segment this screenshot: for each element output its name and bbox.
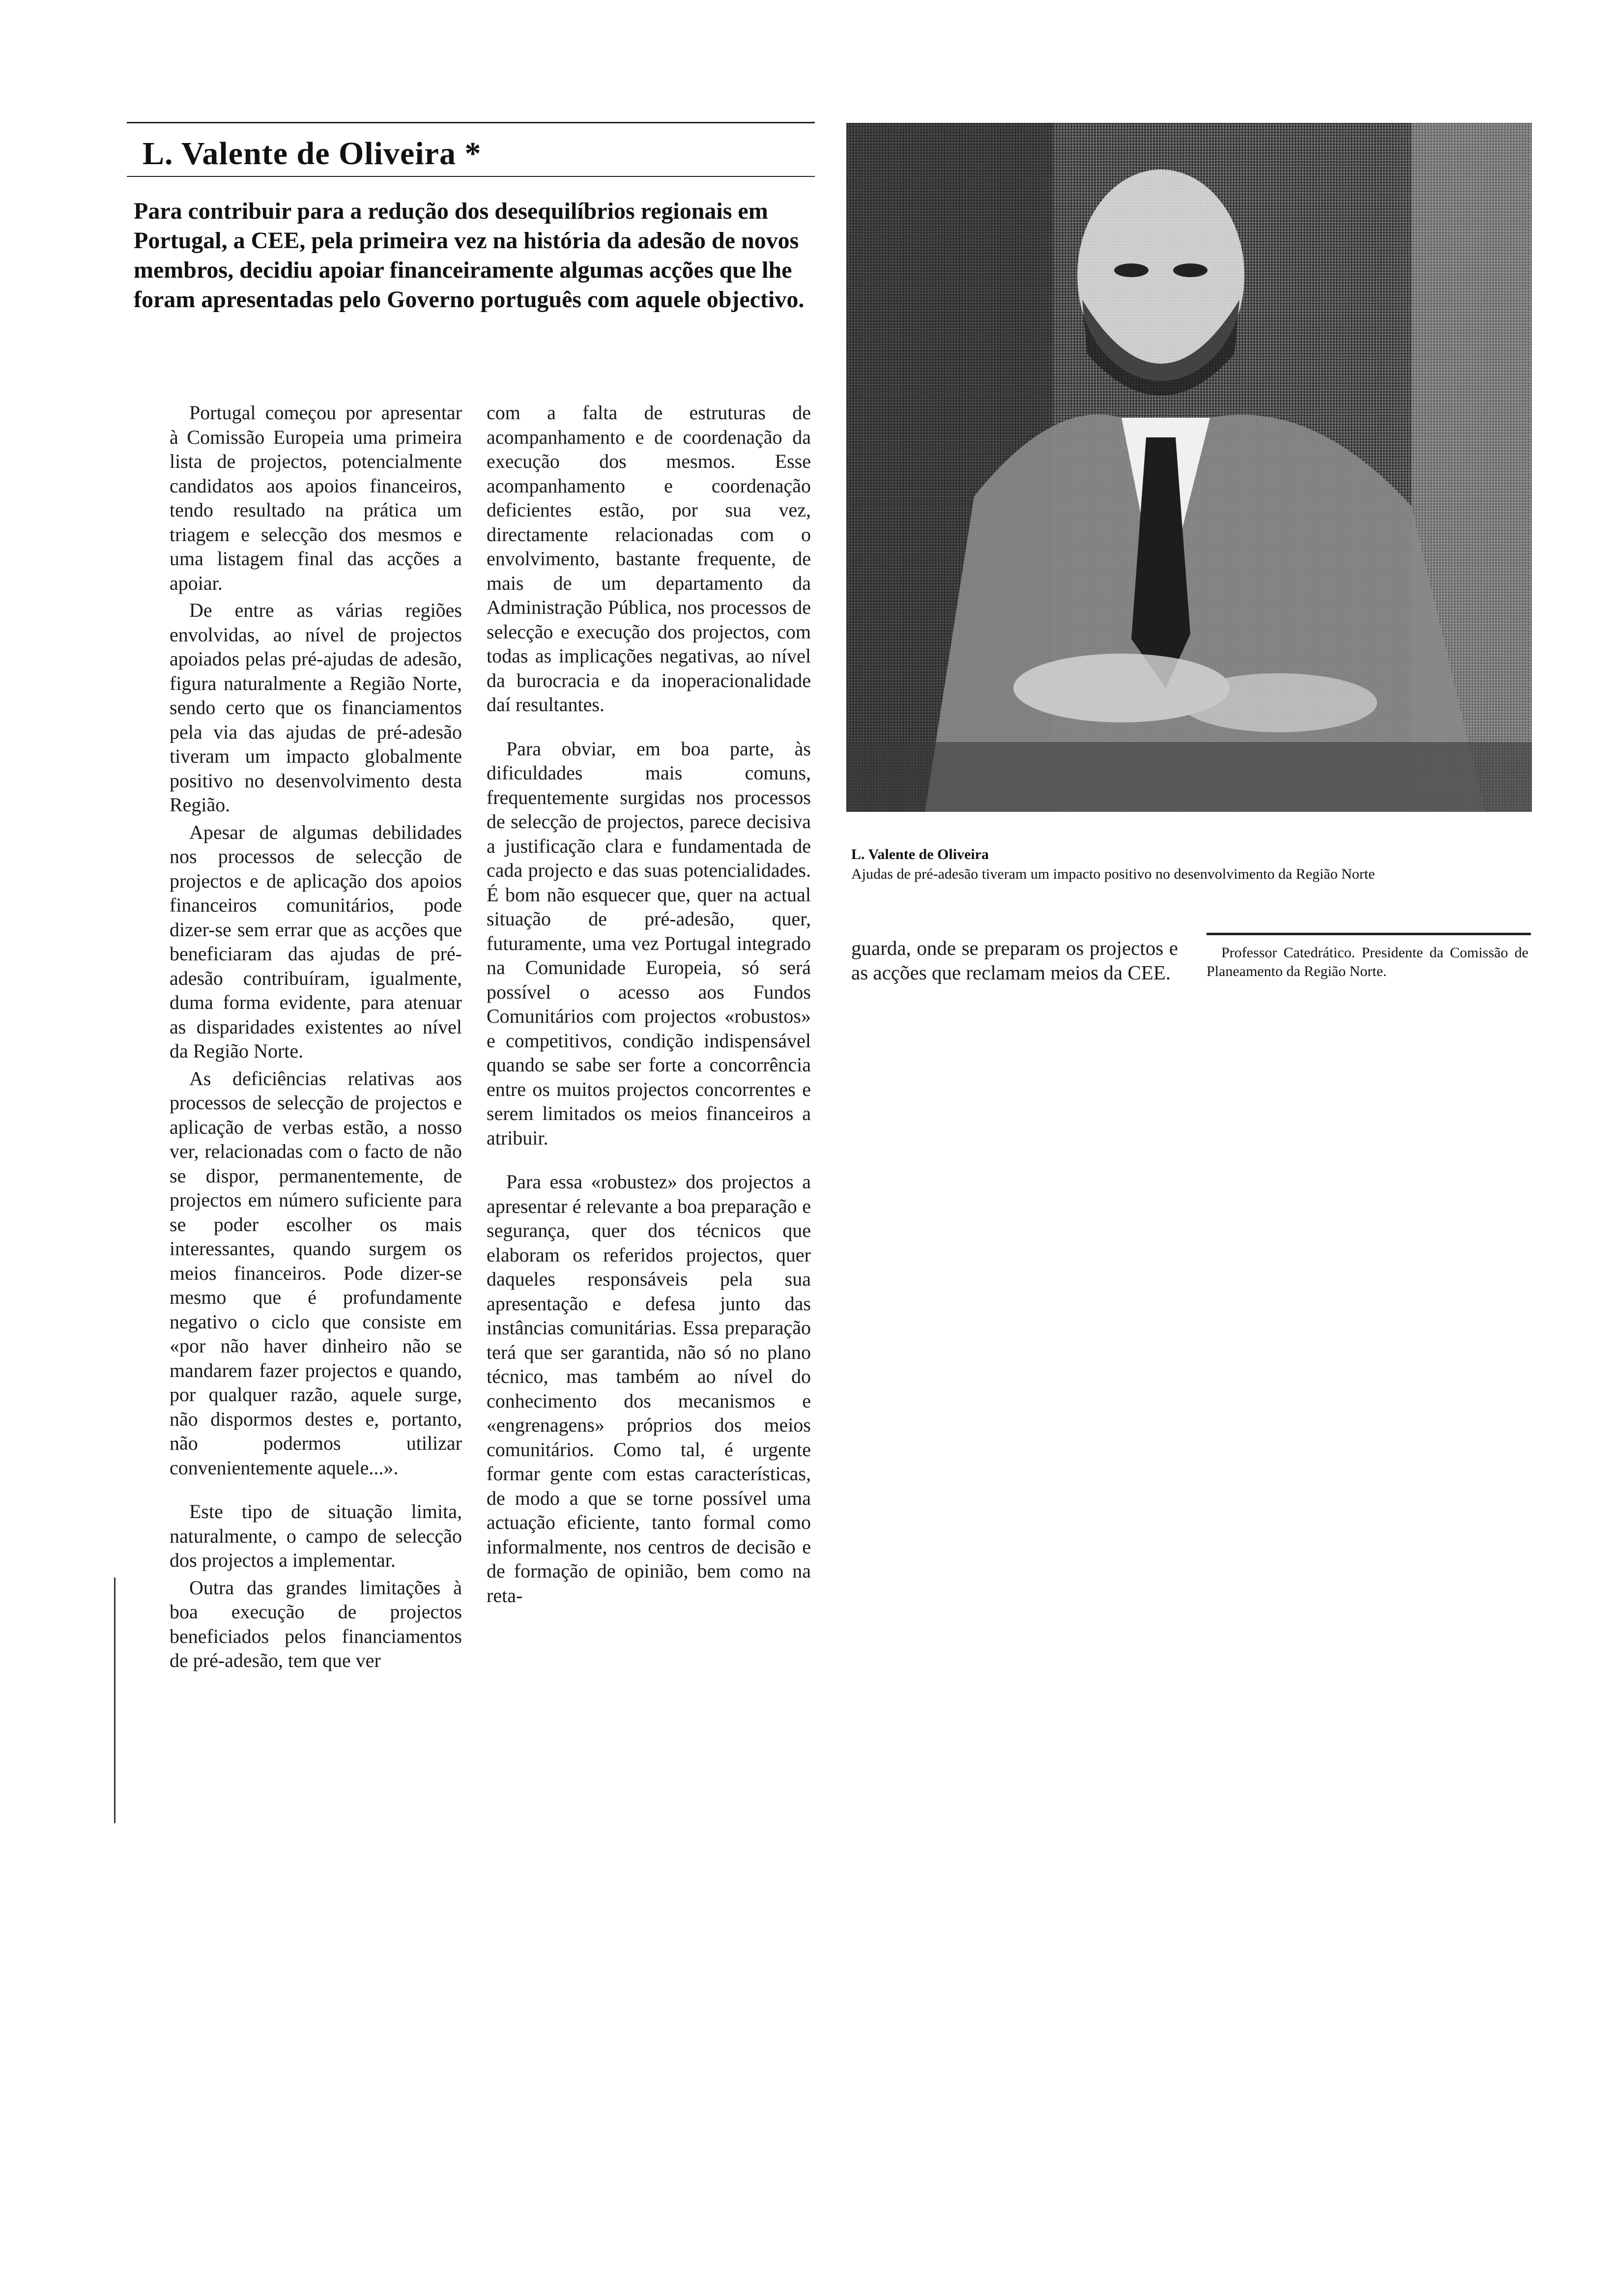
lead-paragraph: Para contribuir para a redução dos desequilíbrios regionais em Portugal, a CEE, pela primeira vez na história da adesão de novos membros, decidiu apoiar financeiramente algumas acções que lhe foram apresentadas pelo Governo português com aquele objectivo.: [134, 198, 805, 313]
paragraph: Para essa «robustez» dos projectos a apresentar é relevante a boa preparação e segurança, quer dos técnicos que elaboram os referidos projectos, quer daqueles responsáveis pela sua apresentação e defesa junto das instâncias comunitárias. Essa preparação terá que ser garantida, não só no plano técnico, mas também ao nível do conhecimento dos mecanismos e «engrenagens» próprios dos meios comunitários. Como tal, é urgente formar gente com estas características, de modo a que se torne possível uma actuação eficiente, tanto formal como informalmente, nos centros de decisão e de formação de opinião, bem como na reta-: [487, 1171, 811, 1607]
paragraph: guarda, onde se preparam os projectos e as acções que reclamam meios da CEE.: [851, 937, 1178, 984]
paragraph: Apesar de algumas debilidades nos processos de selecção de projectos e de aplicação dos apoios financeiros comunitários, pode dizer-se sem errar que as acções que beneficiaram das ajudas de pré-adesão contribuíram, igualmente, duma forma evidente, para atenuar as disparidades existentes ao nível da Região Norte.: [170, 821, 462, 1062]
article-column-2: [487, 401, 811, 1610]
article-column-3: [851, 936, 1178, 988]
margin-line: [114, 1578, 115, 1823]
paragraph: Para obviar, em boa parte, às dificuldades mais comuns, frequentemente surgidas nos processos de selecção de projectos, parece decisiva a justificação clara e fundamentada de cada projecto e das suas potencialidades. É bom não esquecer que, quer na actual situação de pré-adesão, quer, futuramente, uma vez Portugal integrado na Comunidade Europeia, só será possível o acesso aos Fundos Comunitários com projectos «robustos» e competitivos, condição indispensável quando se sabe ser forte a concorrência entre os muitos projectos concorrentes e serem limitados os meios financeiros a atribuir.: [487, 737, 811, 1149]
photo-caption-text: Ajudas de pré-adesão tiveram um impacto positivo no desenvolvimento da Região Norte: [851, 866, 1375, 882]
paragraph: Este tipo de situação limita, naturalmente, o campo de selecção dos projectos a implementar.: [170, 1500, 462, 1571]
paragraph: De entre as várias regiões envolvidas, ao nível de projectos apoiados pelas pré-ajudas de adesão, figura naturalmente a Região Norte, sendo certo que os financiamentos pela via das ajudas de pré-adesão tiveram um impacto globalmente positivo no desenvolvimento desta Região.: [170, 599, 462, 816]
top-rule: [127, 122, 815, 123]
article-column-1: [170, 401, 462, 1676]
author-photo: [846, 123, 1532, 812]
heading-underline: [127, 176, 815, 177]
portrait-image: [846, 123, 1532, 812]
paragraph: As deficiências relativas aos processos de selecção de projectos e aplicação de verbas estão, a nosso ver, relacionadas com o facto de não se dispor, permanentemente, de projectos em número suficiente para se poder escolher os mais interessantes, quando surgem os meios financeiros. Pode dizer-se mesmo que é profundamente negativo o ciclo que consiste em «por não haver dinheiro não se mandarem fazer projectos e quando, por qualquer razão, aquele surge, não dispormos destes e, portanto, não podermos utilizar convenientemente aquele...».: [170, 1067, 462, 1479]
paragraph: Portugal começou por apresentar à Comissão Europeia uma primeira lista de projectos, potencialmente candidatos aos apoios financeiros, tendo resultado na prática um triagem e selecção dos mesmos e uma listagem final das acções a apoiar.: [170, 402, 462, 594]
author-note-rule: [1207, 933, 1531, 935]
author-heading: L. Valente de Oliveira *: [143, 136, 482, 172]
photo-caption-name: L. Valente de Oliveira: [851, 846, 989, 862]
paragraph: com a falta de estruturas de acompanhamento e de coordenação da execução dos mesmos. Esse acompanhamento e coordenação deficientes estão, por sua vez, directamente relacionadas com o envolvimento, bastante frequente, de mais de um departamento da Administração Pública, nos processos de selecção e execução dos projectos, com todas as implicações negativas, ao nível da burocracia e da inoperacionalidade daí resultantes.: [487, 402, 811, 716]
author-note: Professor Catedrático. Presidente da Comissão de Planeamento da Região Norte.: [1207, 945, 1528, 979]
paragraph: Outra das grandes limitações à boa execução de projectos beneficiados pelos financiamentos de pré-adesão, tem que ver: [170, 1576, 462, 1671]
